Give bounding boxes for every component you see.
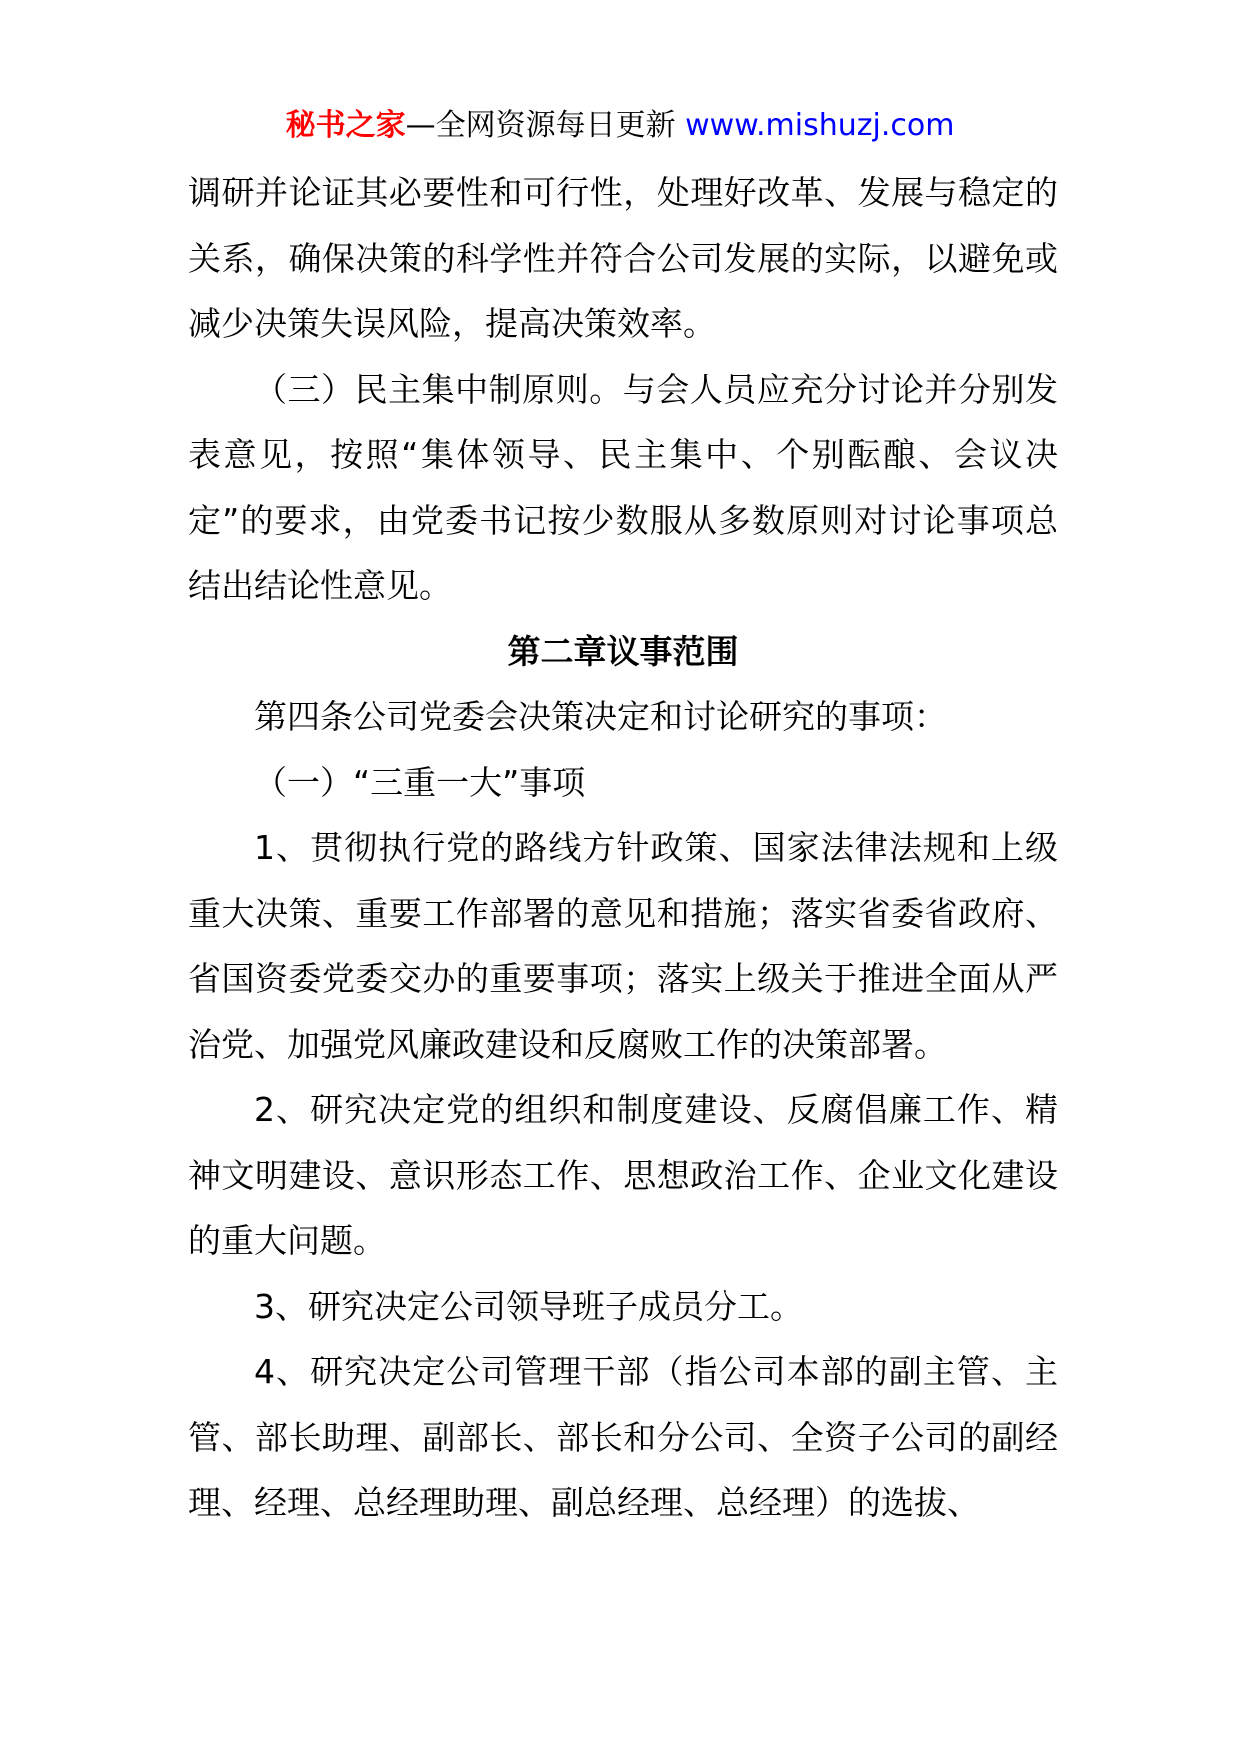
paragraph-item-4: 4、研究决定公司管理干部（指公司本部的副主管、主管、部长助理、副部长、部长和分公司、全资子公司的副经理、经理、总经理助理、副总经理、总经理）的选拔、 bbox=[188, 1352, 1058, 1522]
paragraph-item-1: 1、贯彻执行党的路线方针政策、国家法律法规和上级重大决策、重要工作部署的意见和措施；落实省委省政府、省国资委党委交办的重要事项；落实上级关于推进全面从严治党、加强党风廉政建设和反腐败工作的决策部署。 bbox=[188, 828, 1058, 1064]
paragraph-continuation: 调研并论证其必要性和可行性，处理好改革、发展与稳定的关系，确保决策的科学性并符合公司发展的实际，以避免或减少决策失误风险，提高决策效率。 bbox=[188, 173, 1058, 343]
paragraph-item-3: 3、研究决定公司领导班子成员分工。 bbox=[254, 1286, 803, 1326]
paragraph-section-one: （一）“三重一大”事项 bbox=[254, 762, 586, 802]
paragraph-article-four: 第四条公司党委会决策决定和讨论研究的事项： bbox=[254, 697, 947, 736]
paragraph-item-2: 2、研究决定党的组织和制度建设、反腐倡廉工作、精神文明建设、意识形态工作、思想政治工作、企业文化建设的重大问题。 bbox=[188, 1090, 1058, 1260]
paragraph-democratic-centralism: （三）民主集中制原则。与会人员应充分讨论并分别发表意见，按照“集体领导、民主集中、个别酝酿、会议决定”的要求，由党委书记按少数服从多数原则对讨论事项总结出结论性意见。 bbox=[188, 369, 1058, 605]
header-tagline: —全网资源每日更新 bbox=[405, 108, 676, 143]
header-site-link[interactable]: www.mishuzj.com bbox=[685, 108, 955, 143]
chapter-title: 第二章议事范围 bbox=[507, 631, 739, 671]
document-body bbox=[188, 160, 1058, 1536]
header-brand: 秘书之家 bbox=[285, 108, 406, 143]
page-header bbox=[0, 104, 1240, 148]
